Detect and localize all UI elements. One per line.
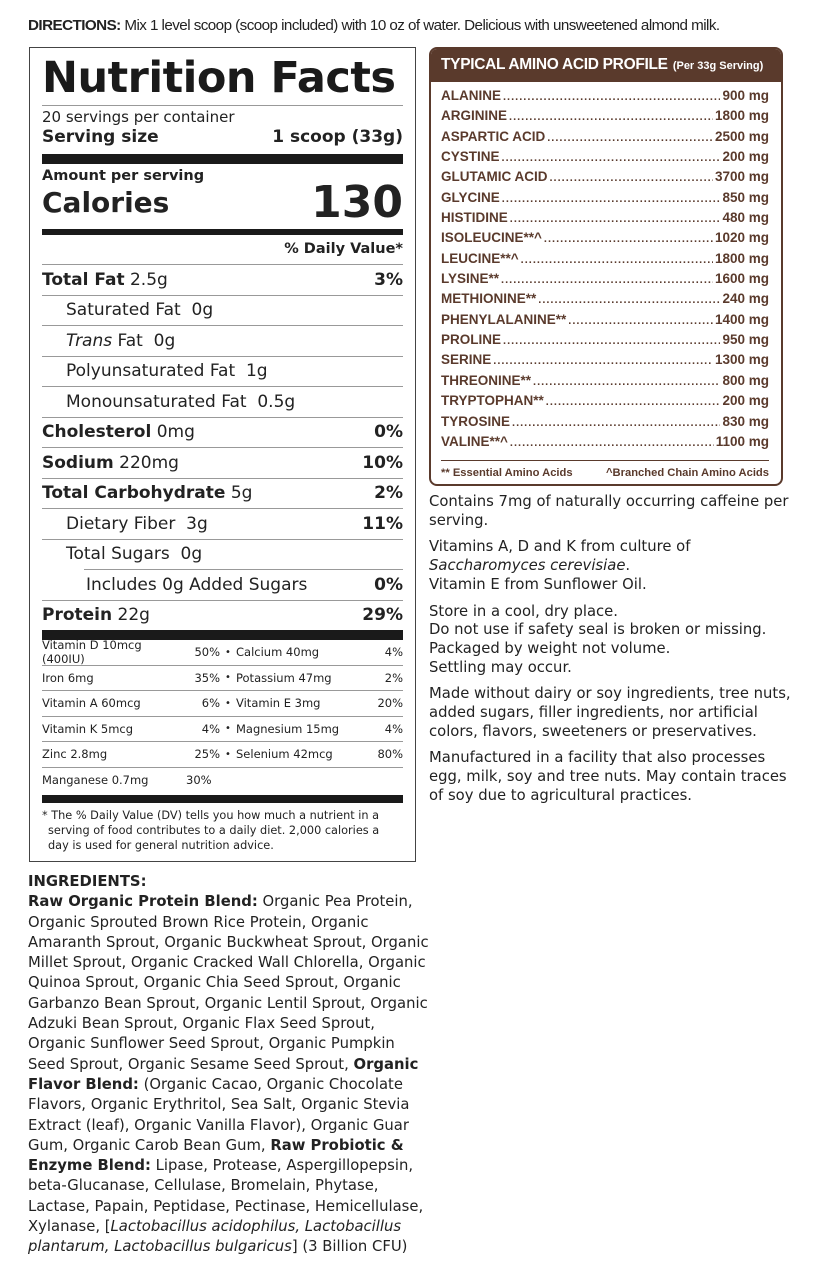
storage-line: Packaged by weight not volume. bbox=[429, 639, 671, 657]
nutrient-amount: 0g bbox=[153, 330, 176, 351]
nutrient-dv: 3% bbox=[374, 269, 403, 290]
essential-legend: ** Essential Amino Acids bbox=[441, 467, 573, 480]
nutrient-amount: 1g bbox=[245, 361, 268, 382]
leader-dots bbox=[503, 335, 720, 347]
micronutrient-dv: 4% bbox=[384, 721, 403, 736]
nutrient-name: Trans bbox=[66, 330, 113, 351]
micronutrient-name: Potassium 47mg bbox=[236, 670, 332, 685]
amino-acid-value: 240 mg bbox=[722, 291, 769, 307]
micronutrient-dv: 20% bbox=[377, 696, 403, 711]
nutrient-name-suffix: Fat bbox=[117, 330, 143, 351]
daily-value-footnote: * The % Daily Value (DV) tells you how much a nutrient in a serving of food contributes to a daily diet. 2,000 calories a day is used for general nutrition advice. bbox=[42, 809, 380, 852]
nutrient-row-protein bbox=[42, 600, 403, 631]
amino-acid-name: SERINE bbox=[441, 352, 492, 368]
amino-acid-row bbox=[441, 88, 769, 108]
nutrient-dv: 10% bbox=[362, 452, 403, 473]
nutrition-facts-panel bbox=[29, 47, 416, 862]
amino-acid-value: 200 mg bbox=[722, 149, 769, 165]
amino-acid-row bbox=[441, 393, 769, 413]
nutrient-row-sodium bbox=[42, 447, 403, 478]
probiotic-strains: Lactobacillus acidophilus, Lactobacillus plantarum, Lactobacillus bulgaricus bbox=[28, 1218, 402, 1256]
probiotic-count: ] (3 Billion CFU) bbox=[291, 1238, 408, 1256]
amino-acid-value: 1800 mg bbox=[714, 108, 769, 124]
made-without-note: Made without dairy or soy ingredients, tree nuts, added sugars, filler ingredients, nor artificial colors, flavors, sweeteners or preservatives. bbox=[429, 685, 791, 740]
nutrient-dv: 2% bbox=[374, 483, 403, 504]
micronutrient-dv: 25% bbox=[194, 747, 220, 762]
amino-acid-value: 1400 mg bbox=[714, 311, 769, 327]
micronutrient-dv: 35% bbox=[194, 670, 220, 685]
bullet-icon: • bbox=[225, 723, 231, 735]
leader-dots bbox=[502, 193, 721, 205]
amino-acid-list bbox=[431, 82, 781, 454]
bullet-icon: • bbox=[225, 697, 231, 709]
amino-acid-subtitle: (Per 33g Serving) bbox=[672, 60, 764, 72]
punctuation: . bbox=[625, 557, 631, 575]
amino-acid-row bbox=[441, 190, 769, 210]
nutrient-name: Total Fat bbox=[42, 269, 125, 290]
vitamin-source-note bbox=[429, 538, 799, 594]
directions-text: Mix 1 level scoop (scoop included) with 10 oz of water. Delicious with unsweetened almond milk. bbox=[120, 17, 720, 34]
amino-acid-row bbox=[441, 332, 769, 352]
amino-acid-value: 3700 mg bbox=[714, 169, 769, 185]
micronutrient-name: Zinc 2.8mg bbox=[42, 747, 108, 762]
nutrient-amount: 220mg bbox=[119, 452, 179, 473]
bcaa-legend: ^Branched Chain Amino Acids bbox=[606, 467, 769, 480]
amino-acid-row bbox=[441, 414, 769, 434]
amino-acid-legend bbox=[441, 460, 769, 479]
leader-dots bbox=[538, 294, 720, 306]
amino-acid-value: 1020 mg bbox=[714, 230, 769, 246]
amino-acid-value: 1100 mg bbox=[715, 433, 769, 449]
micronutrient-name: Selenium 42mcg bbox=[236, 747, 333, 762]
protein-blend-text: Organic Pea Protein, Organic Sprouted Brown Rice Protein, Organic Amaranth Sprout, Organic Buckwheat Sprout, Organic Millet Sprout, Organic Cracked Wall Chlorella, Organic Quinoa Sprout, Organic Chia Seed Sprout, Organic Garbanzo Bean Sprout, Organic Lentil Sprout, Organic Adzuki Bean Sprout, Organic Flax Seed Sprout, Organic Sunflower Seed Sprout, Organic Pumpkin Seed Sprout, Organic Sesame Seed Sprout, bbox=[28, 893, 429, 1073]
ingredients-heading: INGREDIENTS: bbox=[28, 873, 147, 890]
protein-blend-label: Raw Organic Protein Blend: bbox=[28, 893, 258, 911]
micronutrient-dv: 4% bbox=[201, 721, 220, 736]
amino-acid-name: ISOLEUCINE**^ bbox=[441, 230, 542, 246]
amino-acid-row bbox=[441, 373, 769, 393]
amino-acid-row bbox=[441, 271, 769, 291]
amino-acid-value: 480 mg bbox=[722, 210, 769, 226]
micronutrient-name: Vitamin A 60mcg bbox=[42, 696, 141, 711]
servings-per-container: 20 servings per container bbox=[42, 108, 235, 126]
leader-dots bbox=[493, 355, 713, 367]
micronutrient-name: Vitamin D 10mcg (400IU) bbox=[42, 638, 142, 667]
amino-acid-row bbox=[441, 129, 769, 149]
micronutrient-table bbox=[42, 640, 403, 793]
micronutrient-name: Vitamin E 3mg bbox=[236, 696, 321, 711]
calories-value: 130 bbox=[311, 177, 403, 228]
leader-dots bbox=[503, 91, 720, 103]
amino-acid-name: PROLINE bbox=[441, 332, 502, 348]
storage-note bbox=[429, 603, 799, 678]
micronutrient-row bbox=[42, 691, 403, 717]
micronutrient-name: Vitamin K 5mcg bbox=[42, 721, 134, 736]
amino-acid-row bbox=[441, 169, 769, 189]
nutrient-row-added-sugars bbox=[84, 569, 403, 600]
amino-acid-value: 1300 mg bbox=[714, 352, 769, 368]
amino-acid-value: 850 mg bbox=[722, 189, 769, 205]
amount-per-serving: Amount per serving bbox=[42, 168, 205, 184]
leader-dots bbox=[510, 437, 714, 449]
amino-acid-value: 200 mg bbox=[722, 393, 769, 409]
micronutrient-dv: 4% bbox=[384, 645, 403, 660]
directions bbox=[28, 17, 720, 34]
probiotic-blend-text: Lipase, Protease, Aspergillopepsin, beta-Glucanase, Cellulase, Bromelain, Phytase, Lactase, Papain, Peptidase, Pectinase, Hemicellulase, Xylanase, [ bbox=[28, 1157, 424, 1236]
amino-acid-value: 800 mg bbox=[722, 372, 769, 388]
nutrient-name: Includes 0g Added Sugars bbox=[86, 574, 308, 595]
amino-acid-name: GLUTAMIC ACID bbox=[441, 169, 548, 185]
daily-value-header: % Daily Value* bbox=[284, 241, 403, 257]
amino-acid-row bbox=[441, 434, 769, 454]
nutrient-amount: 0mg bbox=[156, 422, 195, 443]
storage-line: Do not use if safety seal is broken or missing. bbox=[429, 621, 767, 639]
bullet-icon: • bbox=[225, 646, 231, 658]
bullet-icon: • bbox=[225, 748, 231, 760]
amino-acid-value: 1800 mg bbox=[714, 250, 769, 266]
leader-dots bbox=[568, 315, 713, 327]
amino-acid-name: PHENYLALANINE** bbox=[441, 311, 567, 327]
leader-dots bbox=[509, 111, 713, 123]
micronutrient-row bbox=[42, 742, 403, 768]
nutrient-amount: 22g bbox=[117, 605, 150, 626]
micronutrient-dv: 2% bbox=[384, 670, 403, 685]
nutrient-name: Polyunsaturated Fat bbox=[66, 361, 236, 382]
leader-dots bbox=[547, 132, 713, 144]
nutrient-row-monounsaturated-fat bbox=[42, 386, 403, 417]
product-notes bbox=[429, 493, 799, 814]
nutrient-name: Protein bbox=[42, 605, 113, 626]
micronutrient-name: Calcium 40mg bbox=[236, 645, 320, 660]
amino-acid-row bbox=[441, 312, 769, 332]
amino-acid-row bbox=[441, 291, 769, 311]
amino-acid-value: 950 mg bbox=[722, 332, 769, 348]
amino-acid-row bbox=[441, 230, 769, 250]
vitamin-source-organism: Saccharomyces cerevisiae bbox=[429, 557, 626, 575]
allergen-facility-note: Manufactured in a facility that also processes egg, milk, soy and tree nuts. May contain traces of soy due to agricultural practices. bbox=[429, 749, 787, 804]
amino-acid-row bbox=[441, 210, 769, 230]
micronutrient-dv: 6% bbox=[201, 696, 220, 711]
amino-acid-name: METHIONINE** bbox=[441, 291, 537, 307]
micronutrient-row bbox=[42, 768, 403, 794]
amino-acid-value: 1600 mg bbox=[714, 271, 769, 287]
probiotic-blend-label: Raw Probiotic & Enzyme Blend: bbox=[28, 1136, 404, 1175]
leader-dots bbox=[549, 172, 712, 184]
nutrient-name: Dietary Fiber bbox=[66, 513, 176, 534]
vitamin-source-text: Vitamins A, D and K from culture of bbox=[429, 538, 691, 556]
caffeine-note: Contains 7mg of naturally occurring caffeine per serving. bbox=[429, 493, 789, 529]
amino-acid-profile-panel bbox=[429, 47, 783, 486]
nutrition-facts-title: Nutrition Facts bbox=[42, 53, 396, 103]
micronutrient-name: Magnesium 15mg bbox=[236, 721, 340, 736]
medium-divider bbox=[42, 229, 403, 235]
leader-dots bbox=[512, 417, 720, 429]
nutrient-name: Total Sugars bbox=[66, 544, 170, 565]
amino-acid-name: GLYCINE bbox=[441, 189, 500, 205]
leader-dots bbox=[546, 396, 721, 408]
nutrient-row-saturated-fat bbox=[42, 295, 403, 326]
amino-acid-name: LYSINE** bbox=[441, 271, 500, 287]
nutrient-row-total-sugars bbox=[42, 539, 403, 570]
amino-acid-header bbox=[431, 49, 781, 82]
storage-line: Store in a cool, dry place. bbox=[429, 602, 618, 620]
amino-acid-name: ARGININE bbox=[441, 108, 508, 124]
amino-acid-name: VALINE**^ bbox=[441, 433, 508, 449]
leader-dots bbox=[544, 233, 713, 245]
nutrient-dv: 11% bbox=[362, 513, 403, 534]
nutrient-row-cholesterol bbox=[42, 417, 403, 448]
calories bbox=[42, 177, 403, 228]
flavor-blend-label: Organic Flavor Blend: bbox=[28, 1055, 419, 1093]
nutrient-dv: 0% bbox=[374, 422, 403, 443]
leader-dots bbox=[521, 254, 713, 266]
nutrient-name: Saturated Fat bbox=[66, 300, 181, 321]
micronutrient-name: Manganese 0.7mg bbox=[42, 773, 149, 788]
amino-acid-name: CYSTINE bbox=[441, 149, 500, 165]
amino-acid-name: TRYPTOPHAN** bbox=[441, 393, 544, 409]
micronutrient-dv: 30% bbox=[186, 773, 212, 788]
flavor-blend-text: (Organic Cacao, Organic Chocolate Flavors, Organic Erythritol, Sea Salt, Organic Stevia Extract (leaf), Organic Vanilla Flavor), Organic Guar Gum, Organic Carob Bean Gum, bbox=[28, 1075, 410, 1154]
nutrient-row-dietary-fiber bbox=[42, 508, 403, 539]
amino-acid-value: 2500 mg bbox=[714, 128, 769, 144]
nutrient-amount: 3g bbox=[186, 513, 208, 534]
nutrient-dv: 29% bbox=[362, 605, 403, 626]
amino-acid-name: ALANINE bbox=[441, 88, 501, 103]
amino-acid-name: ASPARTIC ACID bbox=[441, 128, 546, 144]
calories-label: Calories bbox=[42, 186, 170, 219]
amino-acid-value: 900 mg bbox=[722, 88, 769, 103]
serving-size bbox=[42, 126, 403, 148]
amino-acid-row bbox=[441, 251, 769, 271]
amino-acid-name: THREONINE** bbox=[441, 372, 532, 388]
micronutrient-name: Iron 6mg bbox=[42, 670, 94, 685]
nutrient-row-total-carbohydrate bbox=[42, 478, 403, 509]
micronutrient-dv: 50% bbox=[194, 645, 220, 660]
micronutrient-row bbox=[42, 666, 403, 692]
leader-dots bbox=[533, 376, 720, 388]
amino-acid-name: TYROSINE bbox=[441, 413, 511, 429]
nutrient-amount: 2.5g bbox=[129, 269, 168, 290]
nutrient-amount: 0.5g bbox=[257, 391, 296, 412]
nutrient-name: Monounsaturated Fat bbox=[66, 391, 247, 412]
amino-acid-name: LEUCINE**^ bbox=[441, 250, 519, 266]
amino-acid-value: 830 mg bbox=[722, 413, 769, 429]
nutrient-row-polyunsaturated-fat bbox=[42, 356, 403, 387]
nutrient-dv: 0% bbox=[374, 574, 403, 595]
storage-line: Settling may occur. bbox=[429, 658, 572, 676]
leader-dots bbox=[510, 213, 721, 225]
serving-size-value: 1 scoop (33g) bbox=[272, 127, 403, 147]
micronutrient-dv: 80% bbox=[377, 747, 403, 762]
nutrient-name: Cholesterol bbox=[42, 422, 152, 443]
nutrient-row-trans-fat bbox=[42, 325, 403, 356]
ingredients-section bbox=[28, 872, 433, 1258]
directions-label: DIRECTIONS: bbox=[28, 17, 121, 34]
amino-acid-row bbox=[441, 352, 769, 372]
leader-dots bbox=[502, 152, 721, 164]
bullet-icon: • bbox=[225, 672, 231, 684]
thick-divider bbox=[42, 154, 403, 164]
thick-divider bbox=[42, 795, 403, 803]
nutrient-name: Total Carbohydrate bbox=[42, 483, 226, 504]
nutrient-amount: 0g bbox=[180, 544, 203, 565]
nutrient-amount: 0g bbox=[191, 300, 214, 321]
vitamin-e-note: Vitamin E from Sunflower Oil. bbox=[429, 575, 647, 593]
nutrient-name: Sodium bbox=[42, 452, 114, 473]
amino-acid-row bbox=[441, 108, 769, 128]
micronutrient-row bbox=[42, 640, 403, 666]
nutrient-row-total-fat bbox=[42, 264, 403, 295]
amino-acid-name: HISTIDINE bbox=[441, 210, 508, 226]
serving-size-label: Serving size bbox=[42, 127, 159, 147]
leader-dots bbox=[501, 274, 713, 286]
divider bbox=[42, 105, 403, 106]
amino-acid-row bbox=[441, 149, 769, 169]
micronutrient-row bbox=[42, 717, 403, 743]
amino-acid-title: TYPICAL AMINO ACID PROFILE bbox=[441, 56, 668, 73]
nutrient-amount: 5g bbox=[230, 483, 253, 504]
